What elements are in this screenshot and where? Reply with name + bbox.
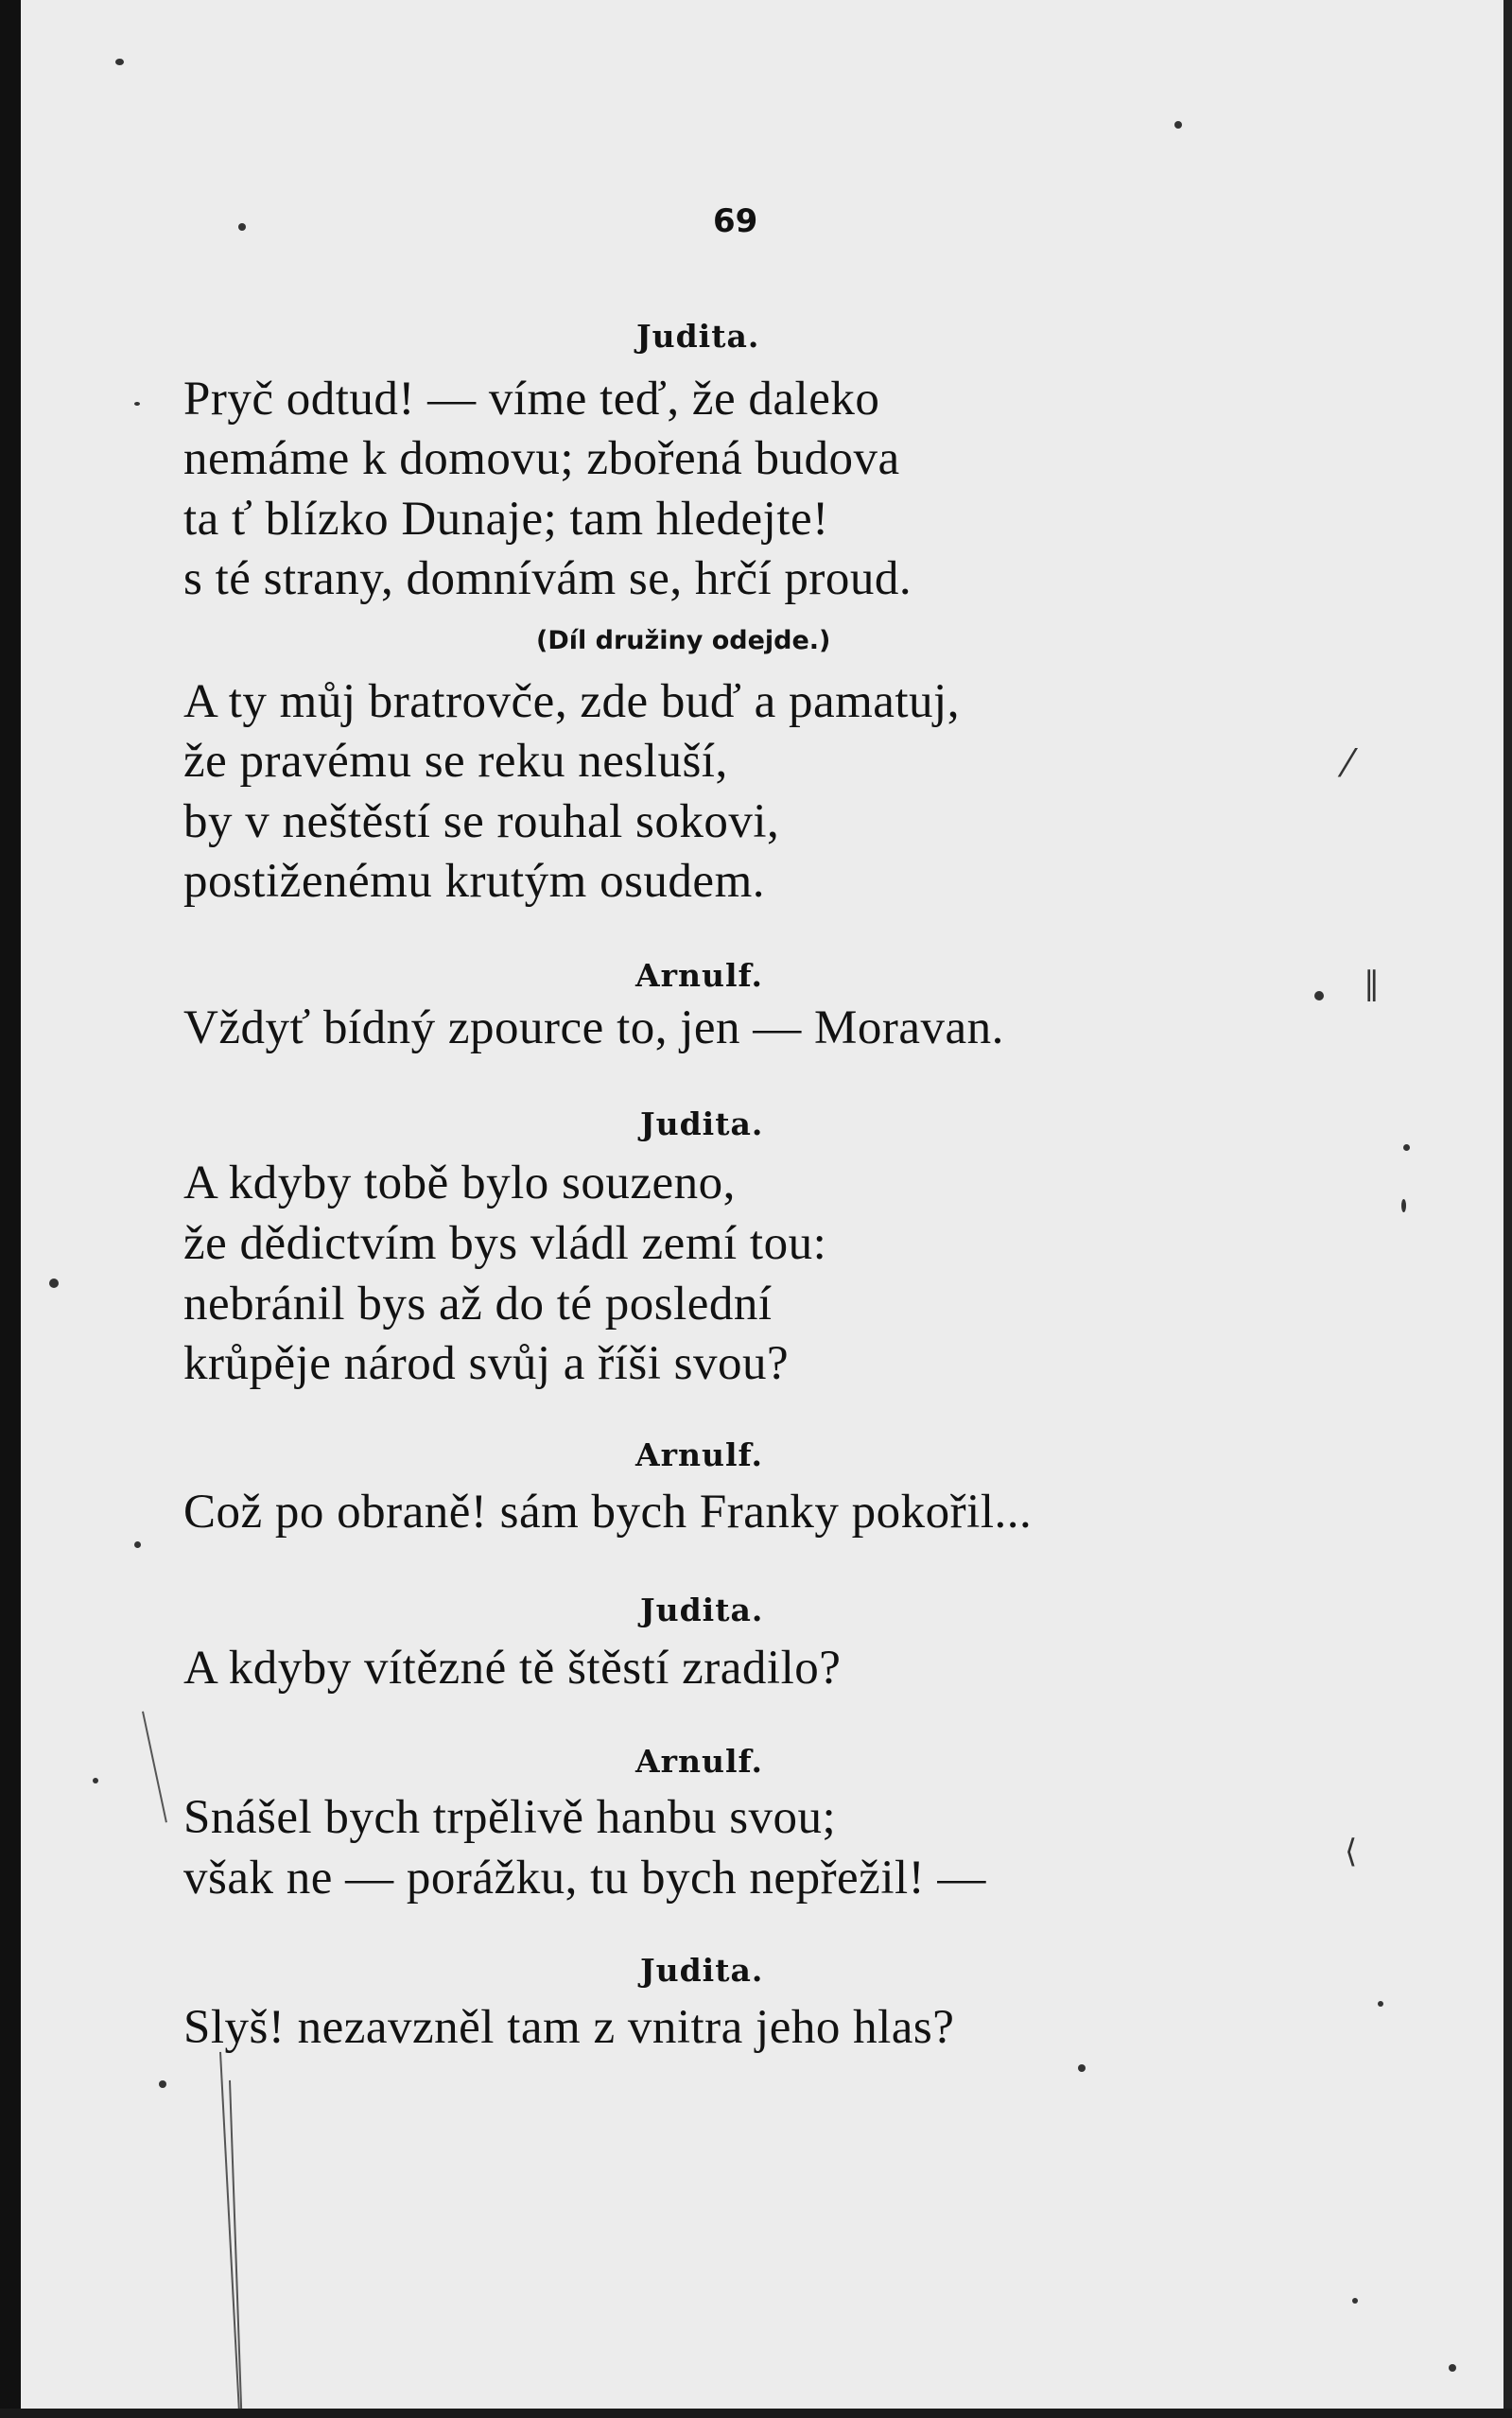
speaker-label: Arnulf. <box>635 957 764 994</box>
verse-line: krůpěje národ svůj a říši svou? <box>183 1337 790 1390</box>
verse-line: Vždyť bídný zpource to, jen — Moravan. <box>183 1001 1004 1054</box>
speaker-label: Arnulf. <box>635 1436 764 1473</box>
speaker-label: Judita. <box>640 1105 764 1142</box>
scan-speck <box>134 402 140 406</box>
scan-speck <box>1403 1144 1410 1151</box>
speaker-label: Judita. <box>640 1592 764 1628</box>
book-binding-shadow <box>0 0 21 2418</box>
scan-speck <box>159 2080 166 2088</box>
scan-speck <box>93 1778 98 1783</box>
verse-line: s té strany, domnívám se, hrčí proud. <box>183 552 912 605</box>
scan-speck <box>1078 2064 1086 2072</box>
verse-line: nebránil bys až do té poslední <box>183 1278 773 1331</box>
book-page <box>21 0 1503 2418</box>
verse-line: nemáme k domovu; zbořená budova <box>183 432 900 485</box>
scan-speck <box>1378 2001 1383 2007</box>
margin-pencil-mark: ⟨ <box>1345 1833 1358 1870</box>
scan-speck <box>238 223 246 231</box>
margin-pencil-mark: ⁄ <box>1345 742 1351 786</box>
verse-line: že pravému se reku nesluší, <box>183 735 728 788</box>
verse-line: by v neštěstí se rouhal sokovi, <box>183 795 780 848</box>
verse-line: A kdyby vítězné tě štěstí zradilo? <box>183 1642 842 1695</box>
scan-speck <box>115 59 124 65</box>
stage-direction: (Díl družiny odejde.) <box>536 626 831 655</box>
scan-speck <box>1449 2364 1456 2372</box>
verse-line: že dědictvím bys vládl zemí tou: <box>183 1217 827 1270</box>
scan-speck <box>49 1279 59 1288</box>
scan-speck <box>1174 121 1182 129</box>
scan-speck <box>1352 2298 1358 2304</box>
verse-line: ta ť blízko Dunaje; tam hledejte! <box>183 493 829 546</box>
verse-line: postiženému krutým osudem. <box>183 855 765 908</box>
scan-speck <box>1314 991 1324 1000</box>
page-number: 69 <box>713 202 758 240</box>
speaker-label: Judita. <box>636 318 760 355</box>
verse-line: Pryč odtud! — víme teď, že daleko <box>183 373 880 426</box>
page-bottom-edge <box>0 2409 1512 2418</box>
scan-scratch <box>142 1712 167 1823</box>
verse-line: A ty můj bratrovče, zde buď a pamatuj, <box>183 675 960 728</box>
speaker-label: Judita. <box>640 1952 764 1989</box>
verse-line: Slyš! nezavzněl tam z vnitra jeho hlas? <box>183 2001 955 2054</box>
scan-speck <box>134 1541 141 1548</box>
verse-line: A kdyby tobě bylo souzeno, <box>183 1157 736 1209</box>
verse-line: Snášel bych trpělivě hanbu svou; <box>183 1791 837 1844</box>
verse-line: Což po obraně! sám bych Franky pokořil... <box>183 1486 1033 1539</box>
page-edge-shadow <box>1503 0 1512 2418</box>
scan-speck <box>1401 1199 1406 1212</box>
margin-pencil-mark: ‖ <box>1364 965 1380 1002</box>
verse-line: však ne — porážku, tu bych nepřežil! — <box>183 1852 986 1905</box>
speaker-label: Arnulf. <box>635 1743 764 1780</box>
